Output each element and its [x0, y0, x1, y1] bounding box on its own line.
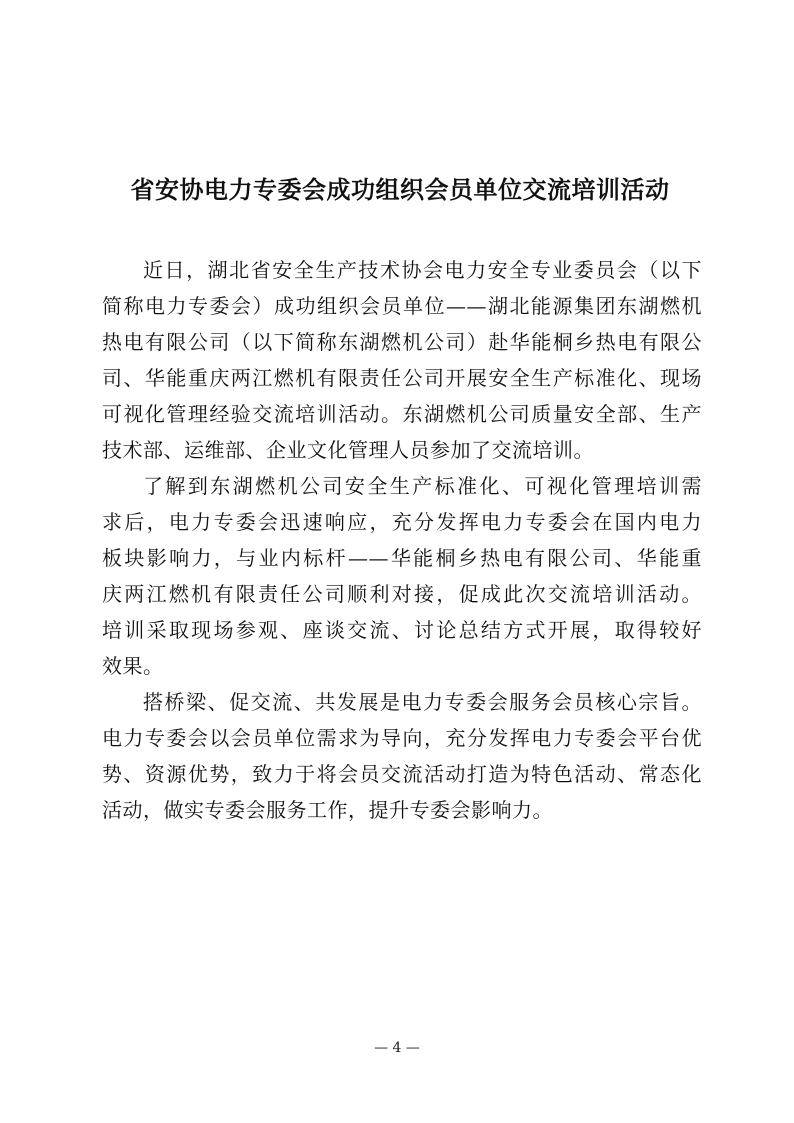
paragraph-line: 近日，湖北省安全生产技术协会电力安全专业委员会（以下	[143, 258, 702, 282]
paragraph-3	[102, 684, 702, 828]
paragraph-line: 搭桥梁、促交流、共发展是电力专委会服务会员核心宗旨。	[143, 690, 702, 714]
paragraph-line: 培训采取现场参观、座谈交流、讨论总结方式开展，取得较好	[102, 618, 702, 642]
paragraph-line: 活动，做实专委会服务工作，提升专委会影响力。	[102, 798, 553, 822]
paragraph-line: 势、资源优势，致力于将会员交流活动打造为特色活动、常态化	[102, 762, 702, 786]
paragraph-line: 求后，电力专委会迅速响应，充分发挥电力专委会在国内电力	[102, 510, 702, 534]
paragraph-line: 效果。	[102, 654, 164, 678]
paragraph-line: 技术部、运维部、企业文化管理人员参加了交流培训。	[102, 438, 594, 462]
paragraph-line: 可视化管理经验交流培训活动。东湖燃机公司质量安全部、生产	[102, 402, 702, 426]
paragraph-2	[102, 468, 702, 684]
paragraph-line: 庆两江燃机有限责任公司顺利对接，促成此次交流培训活动。	[102, 582, 702, 606]
paragraph-line: 司、华能重庆两江燃机有限责任公司开展安全生产标准化、现场	[102, 366, 702, 390]
document-body	[102, 252, 702, 828]
paragraph-line: 热电有限公司（以下简称东湖燃机公司）赴华能桐乡热电有限公	[102, 330, 702, 354]
paragraph-line: 了解到东湖燃机公司安全生产标准化、可视化管理培训需	[143, 474, 702, 498]
paragraph-line: 板块影响力，与业内标杆——华能桐乡热电有限公司、华能重	[102, 546, 702, 570]
document-title: 省安协电力专委会成功组织会员单位交流培训活动	[130, 175, 670, 204]
page-number: — 4 —	[374, 1040, 420, 1056]
paragraph-line: 简称电力专委会）成功组织会员单位——湖北能源集团东湖燃机	[102, 294, 702, 318]
paragraph-1	[102, 252, 702, 468]
paragraph-line: 电力专委会以会员单位需求为导向，充分发挥电力专委会平台优	[102, 726, 702, 750]
